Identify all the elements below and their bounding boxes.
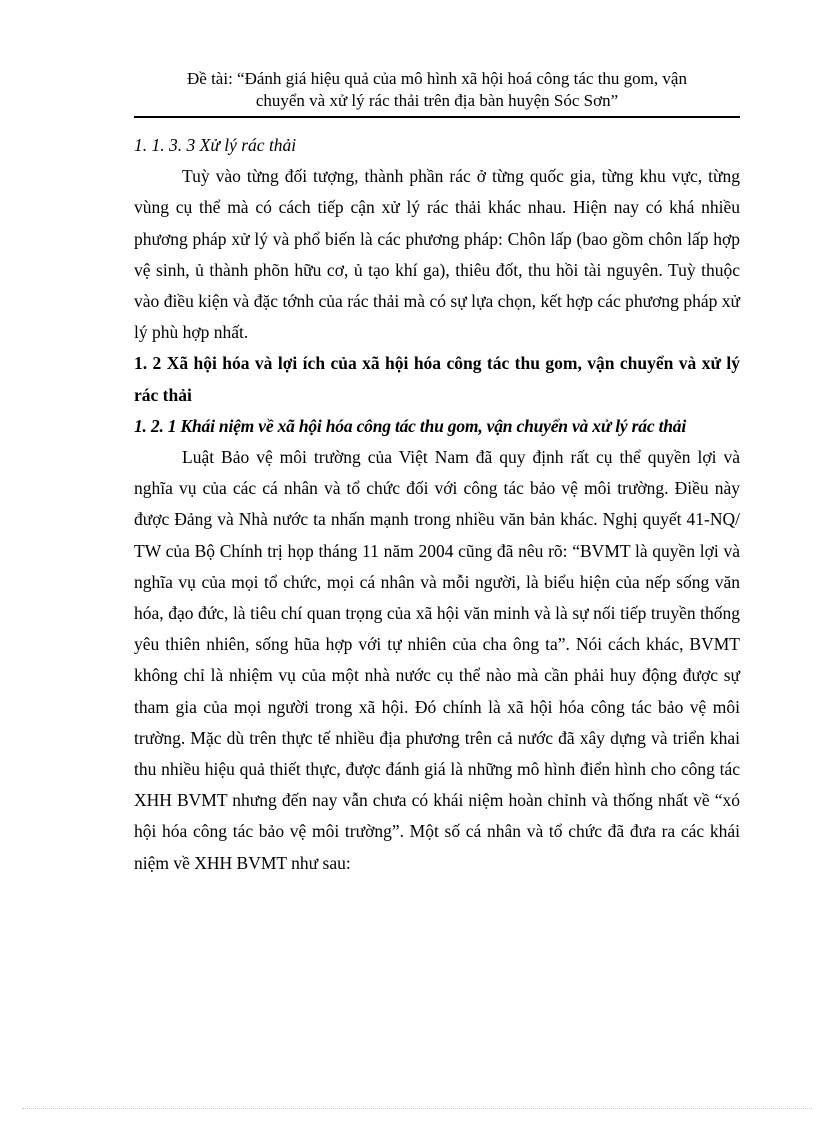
heading-1-1-3-3: 1. 1. 3. 3 Xử lý rác thải: [134, 135, 297, 155]
heading-1-2: 1. 2 Xã hội hóa và lợi ích của xã hội hóa công tác thu gom, vận chuyển và xử lý rác thải: [134, 353, 740, 405]
paragraph-socialization-concept: Luật Bảo vệ môi trường của Việt Nam đã quy định rất cụ thể quyền lợi và nghĩa vụ của các cá nhân và tổ chức đối với công tác bảo vệ môi trường. Điều này được Đảng và Nhà nước ta nhấn mạnh trong nhiều văn bản khác. Nghị quyết 41-NQ/ TW của Bộ Chính trị họp tháng 11 năm 2004 cũng đã nêu rõ: “BVMT là quyền lợi và nghĩa vụ của mọi tổ chức, mọi cá nhân và mỗi người, là biểu hiện của nếp sống văn hóa, đạo đức, là tiêu chí quan trọng của xã hội văn minh và là sự nối tiếp truyền thống yêu thiên nhiên, sống hũa hợp với tự nhiên của cha ông ta”. Nói cách khác, BVMT không chỉ là nhiệm vụ của một nhà nước cụ thể nào mà cần phải huy động được sự tham gia của mọi người trong xã hội. Đó chính là xã hội hóa công tác bảo vệ môi trường. Mặc dù trên thực tế nhiều địa phương trên cả nước đã xây dựng và triển khai thu nhiều hiệu quả thiết thực, được đánh giá là những mô hình điển hình cho công tác XHH BVMT nhưng đến nay vẫn chưa có khái niệm hoàn chỉnh và thống nhất về “xó hội hóa công tác bảo vệ môi trường”. Một số cá nhân và tổ chức đã đưa ra các khái niệm về XHH BVMT như sau:: [134, 447, 740, 873]
header-divider: [134, 116, 740, 118]
document-body: [134, 130, 740, 879]
page-header: [134, 68, 740, 112]
footer-divider: [22, 1108, 812, 1109]
header-title-line-2: chuyển và xử lý rác thải trên địa bàn huyện Sóc Sơn”: [255, 91, 619, 110]
heading-1-2-1: 1. 2. 1 Khái niệm về xã hội hóa công tác thu gom, vận chuyển và xử lý rác thải: [134, 415, 686, 436]
paragraph-waste-treatment: Tuỳ vào từng đối tượng, thành phần rác ở từng quốc gia, từng khu vực, từng vùng cụ thể mà có cách tiếp cận xử lý rác thải khác nhau. Hiện nay có khá nhiều phương pháp xử lý và phổ biến là các phương pháp: Chôn lấp (bao gồm chôn lấp hợp vệ sinh, ủ thành phõn hữu cơ, ủ tạo khí ga), thiêu đốt, thu hồi tài nguyên. Tuỳ thuộc vào điều kiện và đặc tớnh của rác thải mà có sự lựa chọn, kết hợp các phương pháp xử lý phù hợp nhất.: [134, 166, 740, 343]
header-title-line-1: Đề tài: “Đánh giá hiệu quả của mô hình xã hội hoá công tác thu gom, vận: [187, 69, 687, 88]
